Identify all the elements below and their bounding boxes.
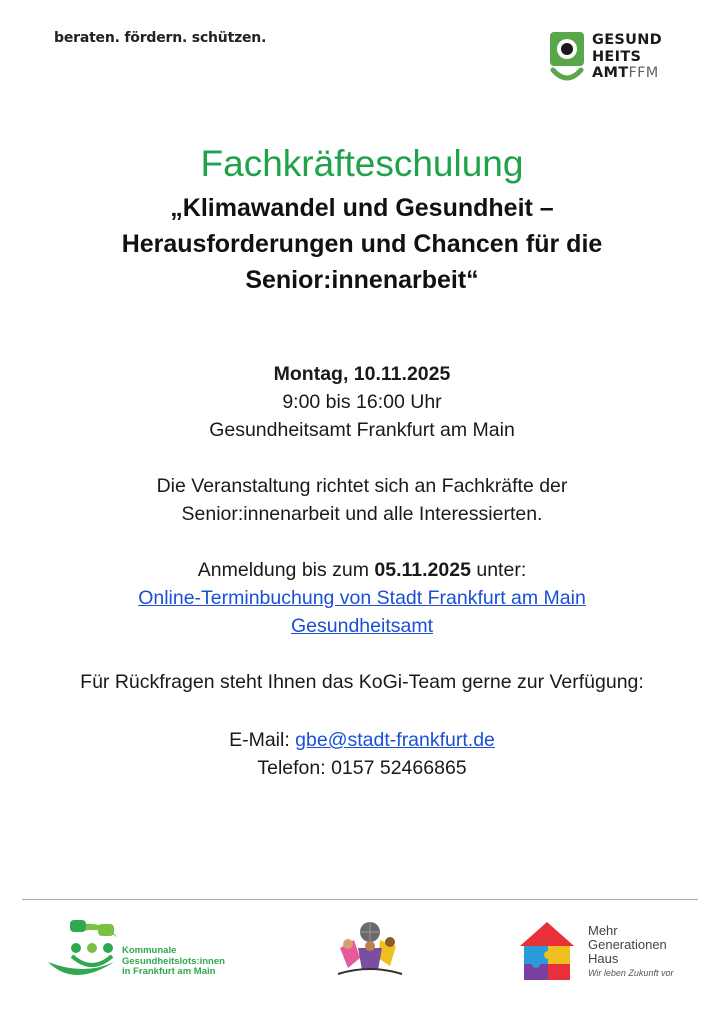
event-time: 9:00 bis 16:00 Uhr <box>282 391 442 413</box>
mgh-line-3: Haus <box>588 951 619 966</box>
kids-group-logo-icon <box>330 918 410 982</box>
registration-link-wrap <box>0 584 724 640</box>
registration-date: 05.11.2025 <box>374 559 471 581</box>
flyer-content <box>0 140 724 782</box>
registration-link[interactable] <box>138 587 586 637</box>
subtitle-line-2: Herausforderungen und Chancen für die <box>121 230 603 258</box>
logo-line-2: HEITS <box>592 48 642 65</box>
gesundheitsamt-mark-icon <box>550 32 584 84</box>
logo-line-3-amt: AMT <box>592 65 629 81</box>
kommunale-line-1: Kommunale <box>122 945 177 956</box>
logo-line-3 <box>592 65 662 82</box>
email-label: E-Mail: <box>229 729 296 751</box>
audience-line-1: Die Veranstaltung richtet sich an Fachkräfte der <box>156 475 568 497</box>
subtitle-line-3: Senior:innenarbeit“ <box>245 266 479 294</box>
mehrgenerationenhaus-logo <box>516 920 696 984</box>
email-link[interactable]: gbe@stadt-frankfurt.de <box>295 729 495 751</box>
registration-prefix: Anmeldung bis zum <box>197 559 375 581</box>
logo-line-3-ffm: FFM <box>628 65 659 81</box>
registration-link-line-1: Online-Terminbuchung von Stadt Frankfurt am Main <box>138 587 586 609</box>
kommunale-text <box>122 946 225 978</box>
mgh-text <box>588 924 673 980</box>
mgh-slogan: Wir leben Zukunft vor <box>588 968 674 978</box>
footer-divider <box>22 899 698 900</box>
gesundheitsamt-wordmark <box>592 32 662 82</box>
contact-email <box>0 726 724 754</box>
kommunale-line-3: in Frankfurt am Main <box>122 966 216 977</box>
tagline: beraten. fördern. schützen. <box>54 30 267 46</box>
event-title: Fachkräfteschulung <box>200 143 524 184</box>
house-puzzle-icon <box>516 920 578 982</box>
event-subtitle <box>0 190 724 298</box>
contact-phone: Telefon: 0157 52466865 <box>257 757 467 779</box>
subtitle-line-1: „Klimawandel und Gesundheit – <box>170 194 554 222</box>
event-date: Montag, 10.11.2025 <box>273 363 451 385</box>
mgh-line-1: Mehr <box>588 923 618 938</box>
gesundheitsamt-logo <box>550 32 680 86</box>
registration-link-line-2: Gesundheitsamt <box>291 615 433 637</box>
audience-line-2: Senior:innenarbeit und alle Interessierten. <box>181 503 543 525</box>
event-location: Gesundheitsamt Frankfurt am Main <box>209 419 515 441</box>
mgh-line-2: Generationen <box>588 937 667 952</box>
lotsen-swoosh-icon <box>44 918 134 984</box>
kommunale-line-2: Gesundheitslots:innen <box>122 955 225 967</box>
logo-line-1: GESUND <box>592 32 662 48</box>
registration-suffix: unter: <box>470 559 527 581</box>
questions-text: Für Rückfragen steht Ihnen das KoGi-Team gerne zur Verfügung: <box>80 671 644 693</box>
registration-deadline <box>0 556 724 584</box>
kommunale-gesundheitslotsen-logo <box>44 918 244 988</box>
